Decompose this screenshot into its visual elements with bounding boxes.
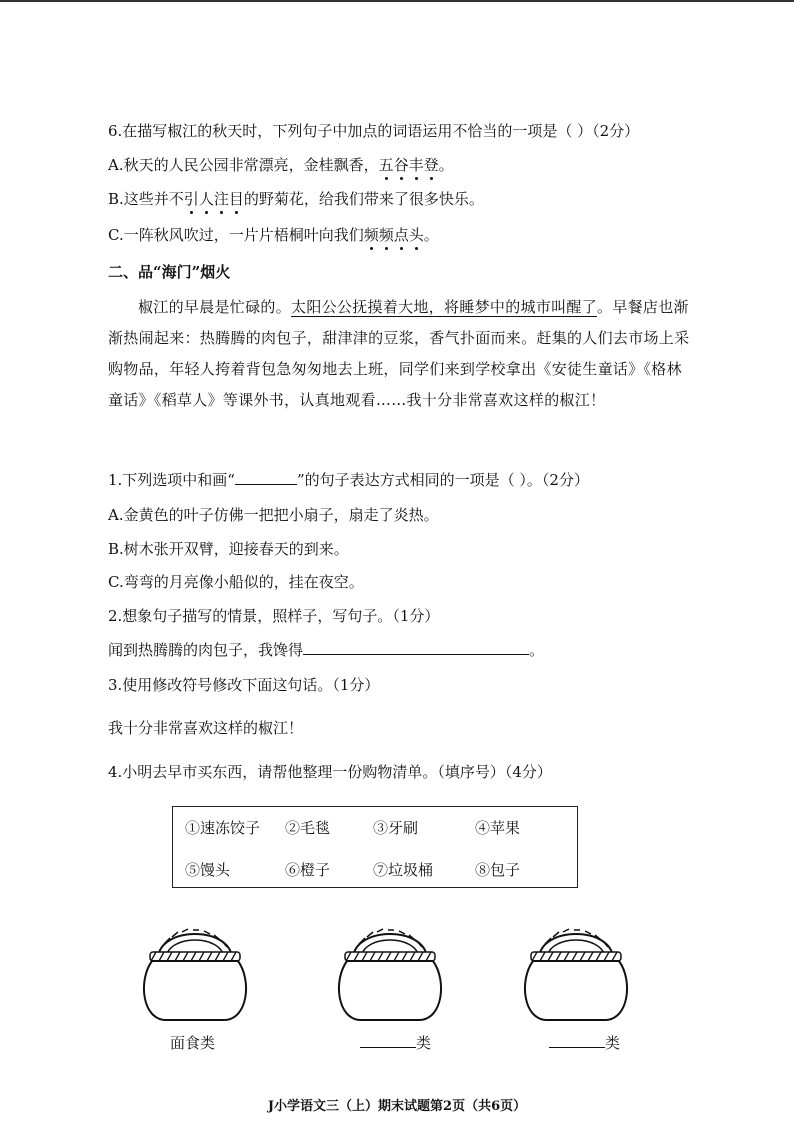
- q1-stem: 1.下列选项中和画“ ”的句子表达方式相同的一项是（ ）。（2分）: [108, 471, 589, 489]
- q2-answer-blank[interactable]: [303, 640, 529, 655]
- q2-stem: 2.想象句子描写的情景，照样子，写句子。（1分）: [108, 607, 440, 625]
- item-3: ③牙刷: [373, 819, 419, 837]
- q6-option-b: B.这些并不引人注目的野菊花，给我们带来了很多快乐。: [108, 190, 484, 208]
- q1-option-c: C.弯弯的月亮像小船似的，挂在夜空。: [108, 573, 364, 591]
- basket-icon: [331, 922, 449, 1024]
- q6-stem: 6.在描写椒江的秋天时，下列句子中加点的词语运用不恰当的一项是（ ）（2分）: [108, 122, 640, 140]
- item-1: ①速冻饺子: [185, 819, 261, 837]
- shopping-items-box: [172, 806, 578, 888]
- basket-label-2: 类: [360, 1032, 431, 1053]
- q1-option-a: A.金黄色的叶子仿佛一把把小扇子，扇走了炎热。: [108, 506, 439, 524]
- q2-prompt: 闻到热腾腾的肉包子，我馋得 。: [108, 641, 545, 659]
- basket-label-3: 类: [549, 1032, 620, 1053]
- underlined-sentence: 太阳公公抚摸着大地，将睡梦中的城市叫醒了: [291, 298, 598, 316]
- item-2: ②毛毯: [285, 819, 331, 837]
- q3-stem: 3.使用修改符号修改下面这句话。（1分）: [108, 676, 380, 694]
- q1-option-b: B.树木张开双臂，迎接春天的到来。: [108, 540, 349, 558]
- section-title: 二、品“海门”烟火: [108, 263, 231, 281]
- item-6: ⑥橙子: [285, 861, 331, 879]
- item-7: ⑦垃圾桶: [373, 861, 434, 879]
- q6-option-c: C.一阵秋风吹过，一片片梧桐叶向我们频频点头。: [108, 226, 439, 244]
- q3-sentence: 我十分非常喜欢这样的椒江！: [108, 719, 304, 737]
- item-8: ⑧包子: [475, 861, 521, 879]
- basket-3-blank[interactable]: [549, 1033, 605, 1048]
- item-5: ⑤馒头: [185, 861, 231, 879]
- page-footer: J小学语文三（上）期末试题第2页（共6页）: [267, 1099, 527, 1114]
- basket-icon: [136, 922, 254, 1024]
- basket-2-blank[interactable]: [360, 1033, 416, 1048]
- basket-label-1: 面食类: [170, 1034, 216, 1052]
- item-4: ④苹果: [475, 819, 521, 837]
- page-top-rule: [0, 0, 794, 2]
- q4-stem: 4.小明去早市买东西，请帮他整理一份购物清单。（填序号）（4分）: [108, 763, 552, 781]
- basket-icon: [517, 922, 635, 1024]
- reading-passage: 椒江的早晨是忙碌的。太阳公公抚摸着大地，将睡梦中的城市叫醒了。早餐店也渐渐热闹起来：热腾腾的肉包子，甜津津的豆浆，香气扑面而来。赶集的人们去市场上采购物品，年轻人挎着背包急匆匆地去上班，同学们来到学校拿出《安徒生童话》《格林童话》《稻草人》等课外书，认真地观看……我十分非常喜欢这样的椒江！: [108, 298, 690, 409]
- underline-sample: [235, 470, 297, 485]
- q6-option-a: A.秋天的人民公园非常漂亮，金桂飘香，五谷丰登。: [108, 156, 454, 174]
